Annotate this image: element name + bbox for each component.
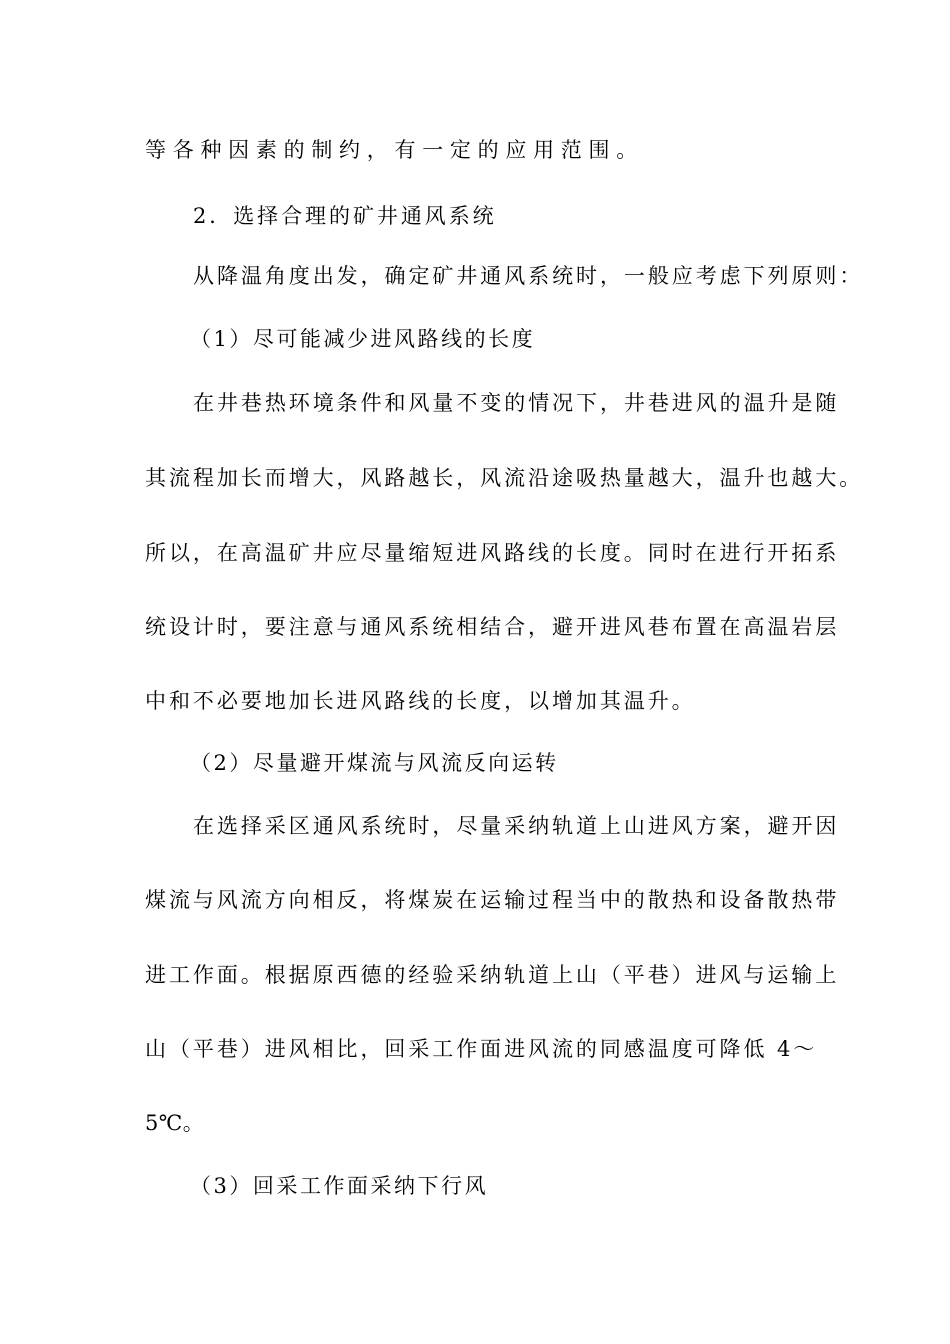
- paragraph-line: 山（平巷）进风相比，回采工作面进风流的同感温度可降低 4～: [145, 1037, 818, 1061]
- paragraph-line: 在井巷热环境条件和风量不变的情况下，井巷进风的温升是随: [193, 391, 840, 415]
- paragraph-line: 所以，在高温矿井应尽量缩短进风路线的长度。同时在进行开拓系: [145, 541, 840, 565]
- paragraph-line: 其流程加长而增大，风路越长，风流沿途吸热量越大，温升也越大。: [145, 466, 864, 490]
- paragraph-line: 煤流与风流方向相反，将煤炭在运输过程当中的散热和设备散热带: [145, 888, 840, 912]
- paragraph-line: 进工作面。根据原西德的经验采纳轨道上山（平巷）进风与运输上: [145, 963, 840, 987]
- paragraph-line: 等各种因素的制约，有一定的应用范围。: [145, 138, 644, 162]
- section-heading: 2．选择合理的矿井通风系统: [193, 204, 497, 228]
- paragraph-line: 从降温角度出发，确定矿井通风系统时，一般应考虑下列原则：: [193, 264, 864, 288]
- subsection-heading: （1）尽可能减少进风路线的长度: [190, 327, 536, 351]
- paragraph-line: 5℃。: [145, 1111, 205, 1135]
- paragraph-line: 中和不必要地加长进风路线的长度，以增加其温升。: [145, 689, 696, 713]
- subsection-heading: （3）回采工作面采纳下行风: [190, 1174, 489, 1198]
- subsection-heading: （2）尽量避开煤流与风流反向运转: [190, 751, 559, 775]
- paragraph-line: 统设计时，要注意与通风系统相结合，避开进风巷布置在高温岩层: [145, 615, 840, 639]
- paragraph-line: 在选择采区通风系统时，尽量采纳轨道上山进风方案，避开因: [193, 814, 840, 838]
